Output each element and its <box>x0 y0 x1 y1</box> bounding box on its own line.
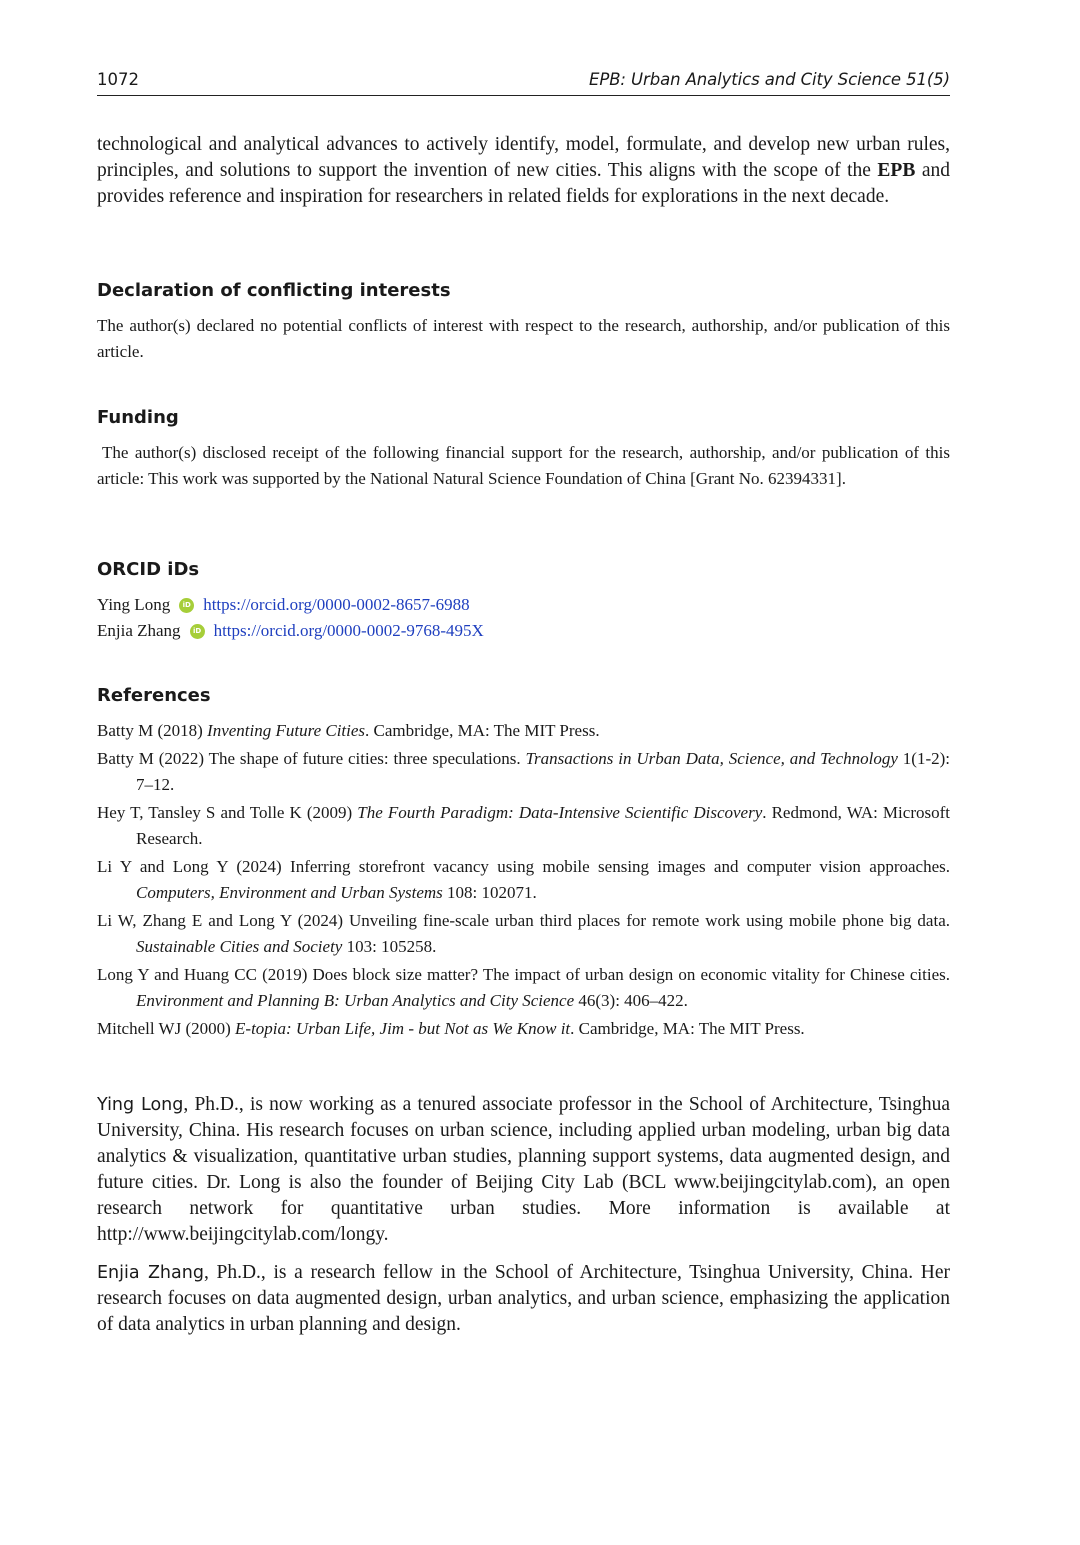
reference-item <box>97 854 950 907</box>
bio-author-name: Ying Long <box>97 1095 184 1115</box>
reference-text: Batty M (2022) The shape of future cities: three speculations. <box>97 748 526 768</box>
reference-text: . Redmond, WA: Microsoft Research. <box>136 802 950 848</box>
references-section <box>97 684 950 1043</box>
bio-author-name: Enjia Zhang <box>97 1263 204 1283</box>
reference-title: Sustainable Cities and Society <box>136 937 343 956</box>
conflicts-heading: Declaration of conflicting interests <box>97 280 451 301</box>
intro-text-end: and provides reference and inspiration for researchers in related fields for explorations in the next decade. <box>97 160 950 207</box>
reference-item <box>97 1016 950 1043</box>
reference-list <box>97 718 950 1042</box>
reference-text: 108: 102071. <box>442 883 537 902</box>
orcid-link[interactable]: https://orcid.org/0000-0002-9768-495X <box>213 621 484 640</box>
reference-text: Li Y and Long Y (2024) Inferring storefront vacancy using mobile sensing images and computer vision approaches. <box>97 856 950 876</box>
author-bios-section <box>97 1092 950 1338</box>
reference-text: Mitchell WJ (2000) <box>97 1018 236 1038</box>
orcid-link[interactable]: https://orcid.org/0000-0002-8657-6988 <box>203 595 470 614</box>
funding-text: The author(s) disclosed receipt of the following financial support for the research, authorship, and/or publication of this article: This work was supported by the National Natural Science Foundation of China [Grant No. 62394331]. <box>97 443 950 488</box>
reference-text: 46(3): 406–422. <box>574 991 688 1010</box>
orcid-heading: ORCID iDs <box>97 559 200 580</box>
conflicts-text: The author(s) declared no potential conflicts of interest with respect to the research, authorship, and/or publication of this article. <box>97 316 950 361</box>
funding-heading: Funding <box>97 407 179 428</box>
reference-text: Li W, Zhang E and Long Y (2024) Unveiling fine-scale urban third places for remote work using mobile phone big data. <box>97 910 950 930</box>
author-bio <box>97 1260 950 1338</box>
reference-item <box>97 746 950 799</box>
bio-text: , Ph.D., is a research fellow in the School of Architecture, Tsinghua University, China. Her research focuses on data augmented design, urban analytics, and urban science, emphasizing the application of data analytics in urban planning and design. <box>97 1262 950 1335</box>
page-number: 1072 <box>97 70 139 89</box>
reference-item <box>97 800 950 853</box>
reference-title: Inventing Future Cities <box>207 721 366 740</box>
reference-item <box>97 718 950 745</box>
intro-text: technological and analytical advances to actively identify, model, formulate, and develop new urban rules, principles, and solutions to support the invention of new cities. This aligns with the scope of the <box>97 134 950 181</box>
reference-text: . Cambridge, MA: The MIT Press. <box>570 1018 805 1038</box>
intro-section <box>97 132 950 210</box>
intro-paragraph <box>97 132 950 210</box>
reference-text: . Cambridge, MA: The MIT Press. <box>365 721 600 740</box>
reference-title: Computers, Environment and Urban Systems <box>136 883 443 902</box>
reference-title: E-topia: Urban Life, Jim - but Not as We Know it <box>235 1018 571 1038</box>
reference-text: Long Y and Huang CC (2019) Does block size matter? The impact of urban design on economic vitality for Chinese cities. <box>97 964 950 984</box>
journal-title: EPB: Urban Analytics and City Science 51(5) <box>589 70 950 89</box>
reference-title: Environment and Planning B: Urban Analytics and City Science <box>136 991 575 1010</box>
running-header <box>97 70 950 96</box>
reference-text: Hey T, Tansley S and Tolle K (2009) <box>97 802 358 822</box>
author-bio <box>97 1092 950 1248</box>
funding-section <box>97 406 950 492</box>
orcid-entry <box>97 618 950 644</box>
reference-title: Transactions in Urban Data, Science, and Technology <box>525 748 898 768</box>
orcid-author-name: Ying Long <box>97 595 171 614</box>
references-heading: References <box>97 685 211 706</box>
orcid-icon <box>190 624 205 639</box>
orcid-icon <box>179 598 194 613</box>
orcid-section <box>97 558 950 644</box>
reference-title: The Fourth Paradigm: Data-Intensive Scientific Discovery <box>357 802 763 822</box>
orcid-author-name: Enjia Zhang <box>97 621 181 640</box>
reference-text: 103: 105258. <box>342 937 437 956</box>
orcid-entry <box>97 592 950 618</box>
intro-bold-epb: EPB <box>877 160 916 181</box>
bio-text: , Ph.D., is now working as a tenured associate professor in the School of Architecture, Tsinghua University, China. His research focuses on urban science, including applied urban modeling, urban big data analytics & visualization, quantitative urban studies, planning support systems, data augmented design, and future cities. Dr. Long is also the founder of Beijing City Lab (BCL www.beijingcitylab.com), an open research network for quantitative urban studies. More information is available at http://www.beijingcitylab.com/longy. <box>97 1094 950 1245</box>
reference-text: Batty M (2018) <box>97 721 208 740</box>
conflicts-section <box>97 279 950 365</box>
reference-item <box>97 962 950 1015</box>
orcid-list <box>97 592 950 644</box>
reference-text: 1(1-2): 7–12. <box>136 748 950 794</box>
reference-item <box>97 908 950 961</box>
